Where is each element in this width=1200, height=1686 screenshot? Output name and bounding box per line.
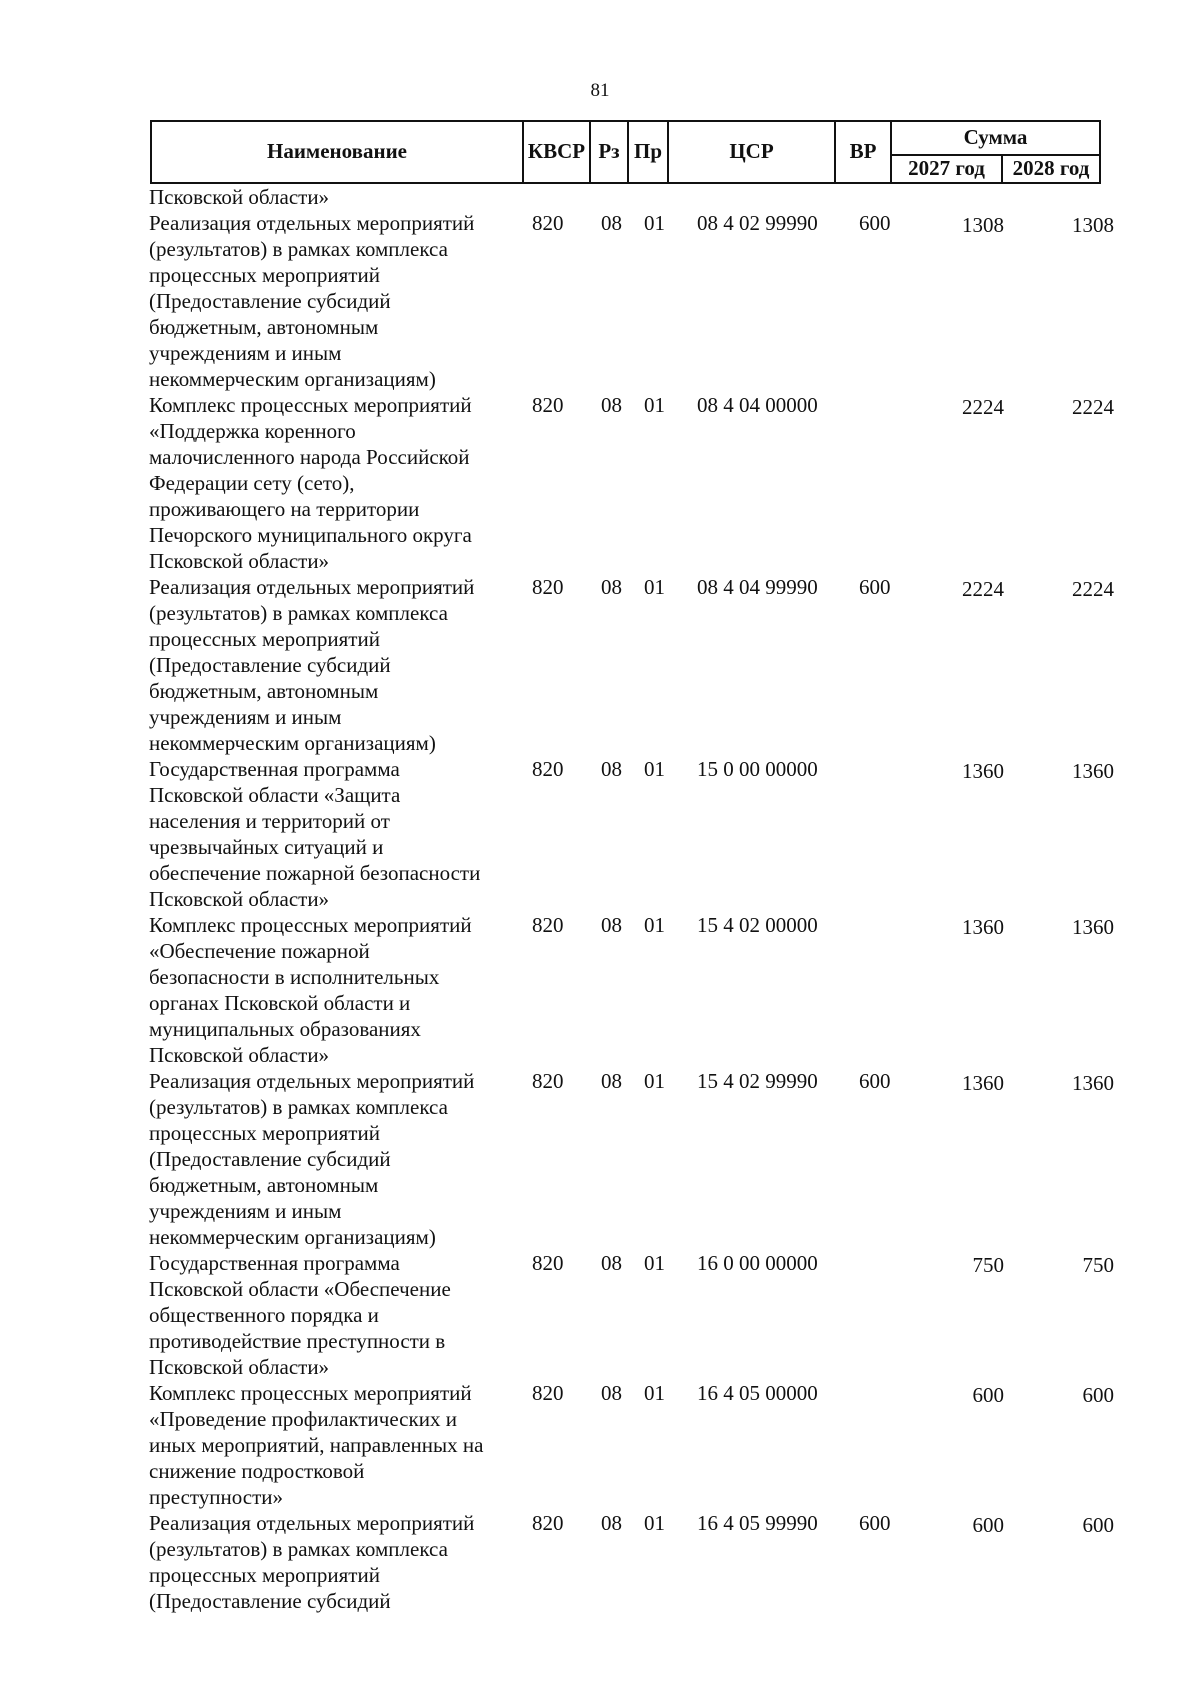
row-kvsr: 820 xyxy=(532,575,564,599)
row-rz: 08 xyxy=(601,1251,622,1275)
row-kvsr: 820 xyxy=(532,1511,564,1535)
row-pr: 01 xyxy=(644,1381,665,1405)
row-pr: 01 xyxy=(644,393,665,417)
row-name: Реализация отдельных мероприятий (результатов) в рамках комплекса процессных мероприятий (Предоставление субсидий xyxy=(149,1511,475,1613)
row-csr: 08 4 02 99990 xyxy=(697,211,818,235)
row-amount-2027: 600 xyxy=(972,1513,1004,1537)
row-rz: 08 xyxy=(601,1511,622,1535)
row-csr: 15 4 02 00000 xyxy=(697,913,818,937)
row-vr: 600 xyxy=(859,1069,891,1093)
header-rz: Рз xyxy=(590,121,628,183)
row-name: Комплекс процессных мероприятий «Поддержка коренного малочисленного народа Российской Федерации сету (сето), проживающего на территории Печорского муниципального округа Псковской области» xyxy=(149,393,472,573)
row-name: Комплекс процессных мероприятий «Проведение профилактических и иных мероприятий, направленных на снижение подростковой преступности» xyxy=(149,1381,484,1509)
table-row xyxy=(0,1380,1200,1510)
table-header xyxy=(150,120,1101,184)
row-csr: 16 4 05 00000 xyxy=(697,1381,818,1405)
row-pr: 01 xyxy=(644,757,665,781)
row-amount-2027: 1308 xyxy=(962,213,1004,237)
row-rz: 08 xyxy=(601,211,622,235)
row-amount-2028: 2224 xyxy=(1072,395,1114,419)
row-rz: 08 xyxy=(601,757,622,781)
row-amount-2027: 2224 xyxy=(962,577,1004,601)
row-pr: 01 xyxy=(644,1511,665,1535)
row-kvsr: 820 xyxy=(532,913,564,937)
row-name: Реализация отдельных мероприятий (результатов) в рамках комплекса процессных мероприятий (Предоставление субсидий бюджетным, автономным учреждениям и иным некоммерческим организациям) xyxy=(149,575,475,755)
row-rz: 08 xyxy=(601,913,622,937)
row-csr: 16 4 05 99990 xyxy=(697,1511,818,1535)
row-kvsr: 820 xyxy=(532,211,564,235)
row-amount-2027: 1360 xyxy=(962,759,1004,783)
row-kvsr: 820 xyxy=(532,757,564,781)
row-rz: 08 xyxy=(601,1069,622,1093)
table-row xyxy=(0,184,1200,210)
table-row xyxy=(0,210,1200,392)
row-csr: 16 0 00 00000 xyxy=(697,1251,818,1275)
table-body xyxy=(0,184,1200,1614)
row-vr: 600 xyxy=(859,575,891,599)
page-number: 81 xyxy=(590,80,610,101)
header-sum: Сумма xyxy=(891,121,1100,155)
header-kvsr: КВСР xyxy=(523,121,590,183)
row-vr: 600 xyxy=(859,1511,891,1535)
row-name: Реализация отдельных мероприятий (результатов) в рамках комплекса процессных мероприятий (Предоставление субсидий бюджетным, автономным учреждениям и иным некоммерческим организациям) xyxy=(149,1069,475,1249)
row-pr: 01 xyxy=(644,211,665,235)
row-rz: 08 xyxy=(601,393,622,417)
row-rz: 08 xyxy=(601,1381,622,1405)
row-amount-2027: 1360 xyxy=(962,915,1004,939)
row-amount-2028: 1360 xyxy=(1072,915,1114,939)
row-name: Государственная программа Псковской области «Защита населения и территорий от чрезвычайных ситуаций и обеспечение пожарной безопасности Псковской области» xyxy=(149,757,481,911)
row-pr: 01 xyxy=(644,1069,665,1093)
row-pr: 01 xyxy=(644,1251,665,1275)
header-name: Наименование xyxy=(151,121,523,183)
row-name: Реализация отдельных мероприятий (результатов) в рамках комплекса процессных мероприятий (Предоставление субсидий бюджетным, автономным учреждениям и иным некоммерческим организациям) xyxy=(149,211,475,391)
row-kvsr: 820 xyxy=(532,1251,564,1275)
row-amount-2027: 750 xyxy=(972,1253,1004,1277)
row-amount-2028: 2224 xyxy=(1072,577,1114,601)
row-amount-2028: 750 xyxy=(1082,1253,1114,1277)
row-csr: 15 4 02 99990 xyxy=(697,1069,818,1093)
row-amount-2028: 600 xyxy=(1082,1383,1114,1407)
row-csr: 08 4 04 00000 xyxy=(697,393,818,417)
row-amount-2028: 1360 xyxy=(1072,759,1114,783)
row-kvsr: 820 xyxy=(532,1381,564,1405)
table-row xyxy=(0,1250,1200,1380)
table-row xyxy=(0,756,1200,912)
table-row xyxy=(0,1510,1200,1614)
table-row xyxy=(0,574,1200,756)
row-amount-2028: 1360 xyxy=(1072,1071,1114,1095)
row-pr: 01 xyxy=(644,913,665,937)
header-csr: ЦСР xyxy=(668,121,835,183)
header-pr: Пр xyxy=(628,121,668,183)
row-amount-2028: 600 xyxy=(1082,1513,1114,1537)
row-amount-2028: 1308 xyxy=(1072,213,1114,237)
row-name: Комплекс процессных мероприятий «Обеспечение пожарной безопасности в исполнительных органах Псковской области и муниципальных образованиях Псковской области» xyxy=(149,913,472,1067)
row-amount-2027: 600 xyxy=(972,1383,1004,1407)
table-row xyxy=(0,1068,1200,1250)
row-kvsr: 820 xyxy=(532,393,564,417)
row-rz: 08 xyxy=(601,575,622,599)
header-year-2027: 2027 год xyxy=(891,155,1002,183)
row-name: Псковской области» xyxy=(149,185,330,209)
row-csr: 08 4 04 99990 xyxy=(697,575,818,599)
row-vr: 600 xyxy=(859,211,891,235)
row-pr: 01 xyxy=(644,575,665,599)
row-amount-2027: 1360 xyxy=(962,1071,1004,1095)
table-row xyxy=(0,912,1200,1068)
row-csr: 15 0 00 00000 xyxy=(697,757,818,781)
header-year-2028: 2028 год xyxy=(1002,155,1100,183)
row-amount-2027: 2224 xyxy=(962,395,1004,419)
header-vr: ВР xyxy=(835,121,891,183)
row-kvsr: 820 xyxy=(532,1069,564,1093)
table-row xyxy=(0,392,1200,574)
row-name: Государственная программа Псковской области «Обеспечение общественного порядка и противодействие преступности в Псковской области» xyxy=(149,1251,451,1379)
